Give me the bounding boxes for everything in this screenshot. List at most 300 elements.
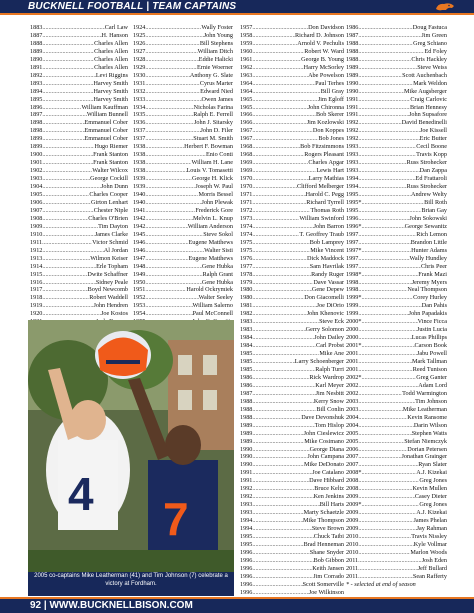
dot-leader: [42, 279, 95, 287]
captain-name: Scott Auchenbach: [402, 71, 447, 79]
dot-leader: [252, 167, 316, 175]
dot-leader: [252, 318, 319, 326]
captain-name: Joe Kostos: [101, 310, 128, 318]
dot-leader: [252, 104, 307, 112]
captain-year: 2001: [346, 342, 359, 350]
captain-row: [240, 207, 344, 215]
dot-leader: [252, 231, 299, 239]
captain-row: [346, 271, 447, 279]
captain-year: 1992: [240, 485, 253, 493]
captain-row: [30, 215, 128, 223]
captain-name: Dorian Petersen: [407, 445, 447, 453]
captain-row: [240, 374, 344, 382]
captain-year: 1926: [133, 39, 146, 47]
captain-name: Jim Corrado: [313, 572, 344, 580]
captain-name: Dave Hibbard: [309, 477, 344, 485]
captain-name: Bill Gray: [320, 87, 344, 95]
dot-leader: [358, 127, 420, 135]
dot-leader: [42, 247, 103, 255]
dot-leader: [42, 135, 84, 143]
captain-row: [30, 302, 128, 310]
captain-row: [30, 104, 128, 112]
captain-year: 1980: [240, 286, 253, 294]
captain-name: Ed Frattaroli: [415, 175, 447, 183]
captain-name: Bob Jones: [318, 135, 344, 143]
captain-year: 1986: [346, 24, 359, 31]
dot-leader: [358, 96, 410, 104]
dot-leader: [252, 64, 303, 72]
captain-year: 1999: [346, 294, 359, 302]
dot-leader: [358, 48, 424, 56]
captain-name: John Papadakis: [408, 310, 447, 318]
captain-name: Ken Jenkins: [313, 493, 344, 501]
captain-row: [346, 565, 447, 573]
captain-row: [240, 127, 344, 135]
captain-row: [240, 358, 344, 366]
captain-name: Dan Zappa: [419, 167, 447, 175]
captain-name: John Chironna: [307, 103, 344, 111]
captain-row: [30, 199, 128, 207]
captain-year: 1975: [240, 238, 253, 246]
dot-leader: [145, 255, 188, 263]
captain-year: 1997: [346, 230, 359, 238]
captain-row: [30, 135, 128, 143]
dot-leader: [252, 382, 315, 390]
captain-name: William H. Lane: [191, 159, 233, 167]
dot-leader: [252, 342, 316, 350]
captain-year: 1957: [240, 24, 253, 31]
captain-name: Greg Schiano: [413, 39, 447, 47]
captain-year: 1994: [346, 175, 359, 183]
captain-year: 2008: [346, 485, 359, 493]
captain-row: [240, 263, 344, 271]
captain-name: Mark Weldon: [413, 79, 447, 87]
captain-name: Wally Hundley: [409, 254, 447, 262]
dot-leader: [42, 24, 104, 32]
dot-leader: [252, 589, 308, 597]
captain-name: David Benedinelli: [401, 119, 447, 127]
celebration-photo-illustration: [28, 320, 234, 572]
captain-year: 1991: [240, 477, 253, 485]
captain-name: Justin Lucia: [416, 326, 447, 334]
captain-name: Gene Hubka: [201, 262, 233, 270]
captain-name: Levi Riggins: [95, 71, 128, 79]
captain-row: [133, 215, 233, 223]
captain-row: [240, 334, 344, 342]
captain-row: [133, 302, 233, 310]
captain-name: Darin Wilson: [413, 421, 447, 429]
dot-leader: [358, 88, 404, 96]
captain-row: [346, 263, 447, 271]
captain-year: 1946: [133, 246, 146, 254]
captain-row: [240, 318, 344, 326]
captain-year: 1995: [240, 533, 253, 540]
captain-year: 1965: [240, 95, 253, 103]
captain-name: Scott Somerville: [302, 580, 344, 588]
dot-leader: [42, 48, 94, 56]
dot-leader: [145, 143, 184, 151]
captain-row: [133, 48, 233, 56]
captains-column-2: [133, 24, 233, 334]
dot-leader: [252, 191, 305, 199]
dot-leader: [145, 40, 199, 48]
captain-year: 1953: [133, 302, 146, 310]
captain-year: 1939: [133, 183, 146, 191]
dot-leader: [42, 96, 93, 104]
dot-leader: [252, 549, 309, 557]
captain-year: 1994: [240, 525, 253, 533]
captain-year: 1993: [346, 151, 359, 159]
captain-row: [346, 557, 447, 565]
dot-leader: [252, 255, 307, 263]
captain-row: [346, 422, 447, 430]
dot-leader: [358, 517, 413, 525]
captain-year: 1975: [240, 246, 253, 254]
captain-year: 1932: [133, 87, 146, 95]
captain-name: Joe Kissell: [420, 127, 447, 135]
captain-name: Mike DeDonato: [303, 461, 344, 469]
dot-leader: [145, 191, 198, 199]
captain-row: [240, 167, 344, 175]
captain-name: Chris Hackley: [411, 55, 447, 63]
captain-year: 1967: [240, 127, 253, 135]
captain-row: [346, 175, 447, 183]
captain-row: [346, 143, 447, 151]
captain-row: [346, 517, 447, 525]
captain-row: [240, 557, 344, 565]
captain-year: 1969: [240, 167, 253, 175]
captain-row: [240, 111, 344, 119]
captain-year: 1997: [346, 262, 359, 270]
captain-year: 1973: [240, 214, 253, 222]
captain-name: Ralph E. Ferrell: [193, 111, 233, 119]
captain-row: [30, 255, 128, 263]
captain-year: 1985: [240, 358, 253, 366]
captain-row: [240, 398, 344, 406]
captain-year: 1924: [133, 24, 146, 31]
dot-leader: [252, 80, 315, 88]
captain-name: Corey Hurley: [413, 294, 447, 302]
captain-year: 1945: [133, 230, 146, 238]
captain-name: Bob Gibbon: [313, 556, 344, 564]
captain-row: [346, 461, 447, 469]
captain-name: Joe Catalano: [312, 469, 344, 477]
dot-leader: [145, 48, 197, 56]
end-of-season-marker: *: [358, 198, 362, 206]
captain-row: [346, 438, 447, 446]
captain-year: 1887: [30, 31, 43, 39]
dot-leader: [252, 517, 303, 525]
dot-leader: [358, 557, 422, 565]
captain-year: 1996: [346, 214, 359, 222]
captain-row: [346, 493, 447, 501]
captain-year: 1996: [240, 556, 253, 564]
captain-name: Wally Foster: [201, 24, 233, 31]
dot-leader: [252, 96, 317, 104]
captain-row: [30, 223, 128, 231]
captain-name: John Campana: [307, 453, 344, 461]
dot-leader: [358, 493, 414, 501]
captain-name: Charles Cooper: [89, 191, 128, 199]
dot-leader: [361, 318, 417, 326]
captain-year: 1984: [240, 342, 253, 350]
dot-leader: [252, 501, 319, 509]
dot-leader: [42, 88, 93, 96]
captain-name: George B. Young: [301, 55, 344, 63]
dot-leader: [252, 279, 313, 287]
captain-row: [133, 247, 233, 255]
captain-year: 1936: [133, 119, 146, 127]
captain-row: [30, 72, 128, 80]
dot-leader: [252, 366, 315, 374]
captain-name: Paul McConnell: [192, 310, 233, 318]
captain-name: Melvin L. Knup: [192, 214, 233, 222]
dot-leader: [42, 271, 87, 279]
dot-leader: [145, 247, 204, 255]
captain-year: 2006: [346, 445, 359, 453]
captain-name: George Sewanitz: [404, 222, 447, 230]
captain-name: Walter Wilcox: [92, 167, 128, 175]
captain-name: Steve Sokol: [203, 230, 233, 238]
dot-leader: [42, 286, 87, 294]
captain-year: 2008: [346, 477, 359, 485]
captain-row: [346, 318, 447, 326]
captain-name: Craig Carlovic: [410, 95, 447, 103]
captain-name: Bill Conlin: [316, 405, 344, 413]
captain-year: 1998: [346, 278, 359, 286]
captain-name: James Clarke: [94, 230, 128, 238]
captain-year: 1991: [346, 95, 359, 103]
captain-year: 1996: [240, 572, 253, 580]
captain-name: Don Davidson: [308, 24, 344, 31]
dot-leader: [358, 167, 419, 175]
captain-year: 1948: [133, 262, 146, 270]
dot-leader: [252, 263, 309, 271]
dot-leader: [252, 509, 303, 517]
captain-year: 1964: [240, 87, 253, 95]
captain-year: 1908: [30, 214, 43, 222]
captain-row: [133, 263, 233, 271]
captain-year: 1999: [346, 310, 359, 318]
captain-row: [240, 294, 344, 302]
captain-name: Chris Peer: [421, 262, 447, 270]
captain-row: [30, 151, 128, 159]
dot-leader: [358, 477, 419, 485]
captain-year: 1940: [133, 191, 146, 199]
captain-name: Mike Cosimano: [304, 437, 344, 445]
captain-name: Anthony G. Slate: [189, 71, 233, 79]
captain-year: 1938: [133, 151, 146, 159]
captain-row: [240, 247, 344, 255]
photo-caption: 2005 co-captains Mike Leatherman (41) and Tim Johnson (7) celebrate a victory at Fordham.: [28, 572, 234, 596]
captain-name: Marty Schaetzle: [303, 509, 344, 517]
captain-year: 1911: [30, 238, 43, 246]
dot-leader: [145, 199, 201, 207]
dot-leader: [252, 215, 299, 223]
captain-row: [240, 223, 344, 231]
captain-year: 1989: [240, 429, 253, 437]
captain-year: 1883: [30, 24, 43, 31]
captain-row: [240, 199, 344, 207]
captain-row: [240, 549, 344, 557]
captain-year: 1920: [30, 310, 43, 318]
captain-year: 1937: [133, 127, 146, 135]
captain-name: Bob Lamprey: [309, 238, 344, 246]
dot-leader: [358, 390, 402, 398]
captain-row: [240, 310, 344, 318]
captain-row: [133, 271, 233, 279]
captain-row: [30, 64, 128, 72]
captain-year: 1987: [240, 389, 253, 397]
captain-name: Morris Bessel: [198, 191, 233, 199]
captain-row: [240, 215, 344, 223]
dot-leader: [252, 390, 315, 398]
captain-year: 1995: [240, 540, 253, 548]
dot-leader: [145, 135, 193, 143]
captain-year: 1977: [240, 262, 253, 270]
captain-year: 1915: [30, 270, 43, 278]
captain-year: 1989: [346, 71, 359, 79]
captain-row: [30, 286, 128, 294]
captain-year: 1942: [133, 222, 146, 230]
captain-year: 2008: [346, 469, 359, 477]
dot-leader: [358, 573, 413, 581]
captain-year: 1988: [240, 405, 253, 413]
captain-year: 1981: [240, 302, 253, 310]
captain-year: 2005: [346, 429, 359, 437]
captain-year: 1895: [30, 95, 43, 103]
captain-row: [30, 175, 128, 183]
captain-row: [240, 477, 344, 485]
captain-row: [240, 271, 344, 279]
captain-name: A.J. Kizekai: [416, 469, 447, 477]
svg-text:4: 4: [68, 468, 94, 520]
captain-row: [346, 350, 447, 358]
captain-row: [240, 573, 344, 581]
dot-leader: [358, 438, 404, 446]
captain-name: Bob Skerer: [315, 111, 344, 119]
dot-leader: [145, 231, 203, 239]
dot-leader: [358, 159, 406, 167]
captain-row: [346, 88, 447, 96]
captain-name: John Sokowski: [409, 214, 447, 222]
captain-row: [30, 24, 128, 32]
captain-name: Sidney Peale: [95, 278, 128, 286]
captain-year: 1987: [346, 31, 359, 39]
captain-name: Casey Dieter: [414, 493, 447, 501]
captain-year: 1983: [240, 318, 253, 326]
dot-leader: [42, 167, 92, 175]
captain-name: Larry Schoenberger: [294, 358, 344, 366]
captain-row: [240, 382, 344, 390]
captain-row: [240, 151, 344, 159]
captain-name: Harry McSorley: [303, 63, 344, 71]
captain-row: [346, 199, 447, 207]
captain-year: 1983: [240, 326, 253, 334]
captain-name: A.J. Kizekai: [416, 509, 447, 517]
captain-name: Brian Hennesy: [410, 103, 447, 111]
captain-row: [346, 279, 447, 287]
dot-leader: [358, 135, 419, 143]
captain-name: Harvey Smith: [93, 79, 128, 87]
captain-year: 1901: [30, 159, 43, 167]
captain-row: [30, 48, 128, 56]
captain-name: Ryan Slater: [418, 461, 447, 469]
captain-row: [240, 469, 344, 477]
captain-year: 2002: [346, 389, 359, 397]
captain-name: Walter Sisti: [204, 246, 233, 254]
captain-row: [240, 414, 344, 422]
captain-name: Charles Apgar: [308, 159, 344, 167]
dot-leader: [252, 374, 309, 382]
captain-name: Mike Vincent: [310, 246, 344, 254]
captain-year: 1966: [240, 119, 253, 127]
captain-name: Girton Lenhart: [91, 198, 128, 206]
dot-leader: [252, 175, 308, 183]
captain-name: Boyd Newcomb: [87, 286, 128, 294]
captain-row: [133, 40, 233, 48]
captain-row: [346, 374, 447, 382]
captain-row: [346, 207, 447, 215]
dot-leader: [358, 430, 411, 438]
captain-name: Frank Mazi: [418, 270, 447, 278]
captain-name: Stuart M. Smith: [193, 135, 233, 143]
dot-leader: [358, 549, 410, 557]
page-header-title: BUCKNELL FOOTBALL | TEAM CAPTAINS: [28, 1, 237, 12]
footnote: * - selected at end of season: [346, 580, 416, 588]
dot-leader: [252, 461, 304, 469]
dot-leader: [42, 111, 86, 119]
dot-leader: [42, 64, 94, 72]
dot-leader: [358, 111, 409, 119]
dot-leader: [252, 32, 295, 40]
captain-row: [346, 151, 447, 159]
captain-name: Vince Ficca: [417, 318, 447, 326]
captain-year: 1993: [240, 509, 253, 517]
captain-name: Rogers Pleasant: [304, 151, 344, 159]
captain-row: [346, 167, 447, 175]
captain-name: John Hendren: [93, 302, 128, 310]
captain-name: Mike Ane: [319, 350, 344, 358]
captain-row: [30, 247, 128, 255]
captain-year: 1891: [30, 63, 43, 71]
captain-year: 1988: [346, 55, 359, 63]
dot-leader: [358, 541, 413, 549]
captain-year: 2004: [346, 413, 359, 421]
captain-row: [346, 302, 447, 310]
dot-leader: [361, 501, 419, 509]
captain-name: Sam Havrilak: [309, 262, 344, 270]
dot-leader: [252, 334, 314, 342]
captain-name: Joseph W. Paul: [195, 183, 233, 191]
captain-row: [30, 167, 128, 175]
dot-leader: [252, 438, 304, 446]
captain-name: Stefan Niemczyk: [404, 437, 447, 445]
captain-row: [30, 310, 128, 318]
captain-year: 1892: [30, 71, 43, 79]
captain-row: [346, 247, 447, 255]
dot-leader: [361, 294, 413, 302]
dot-leader: [358, 398, 415, 406]
captains-column-3: [240, 24, 344, 613]
captain-year: 2003: [346, 405, 359, 413]
captain-name: Frederick Gore: [195, 206, 233, 214]
captain-year: 2002: [346, 381, 359, 389]
captain-name: Eddie Halicki: [198, 55, 233, 63]
captain-name: Greg Jones: [419, 477, 447, 485]
dot-leader: [42, 294, 89, 302]
captain-year: 1989: [240, 421, 253, 429]
